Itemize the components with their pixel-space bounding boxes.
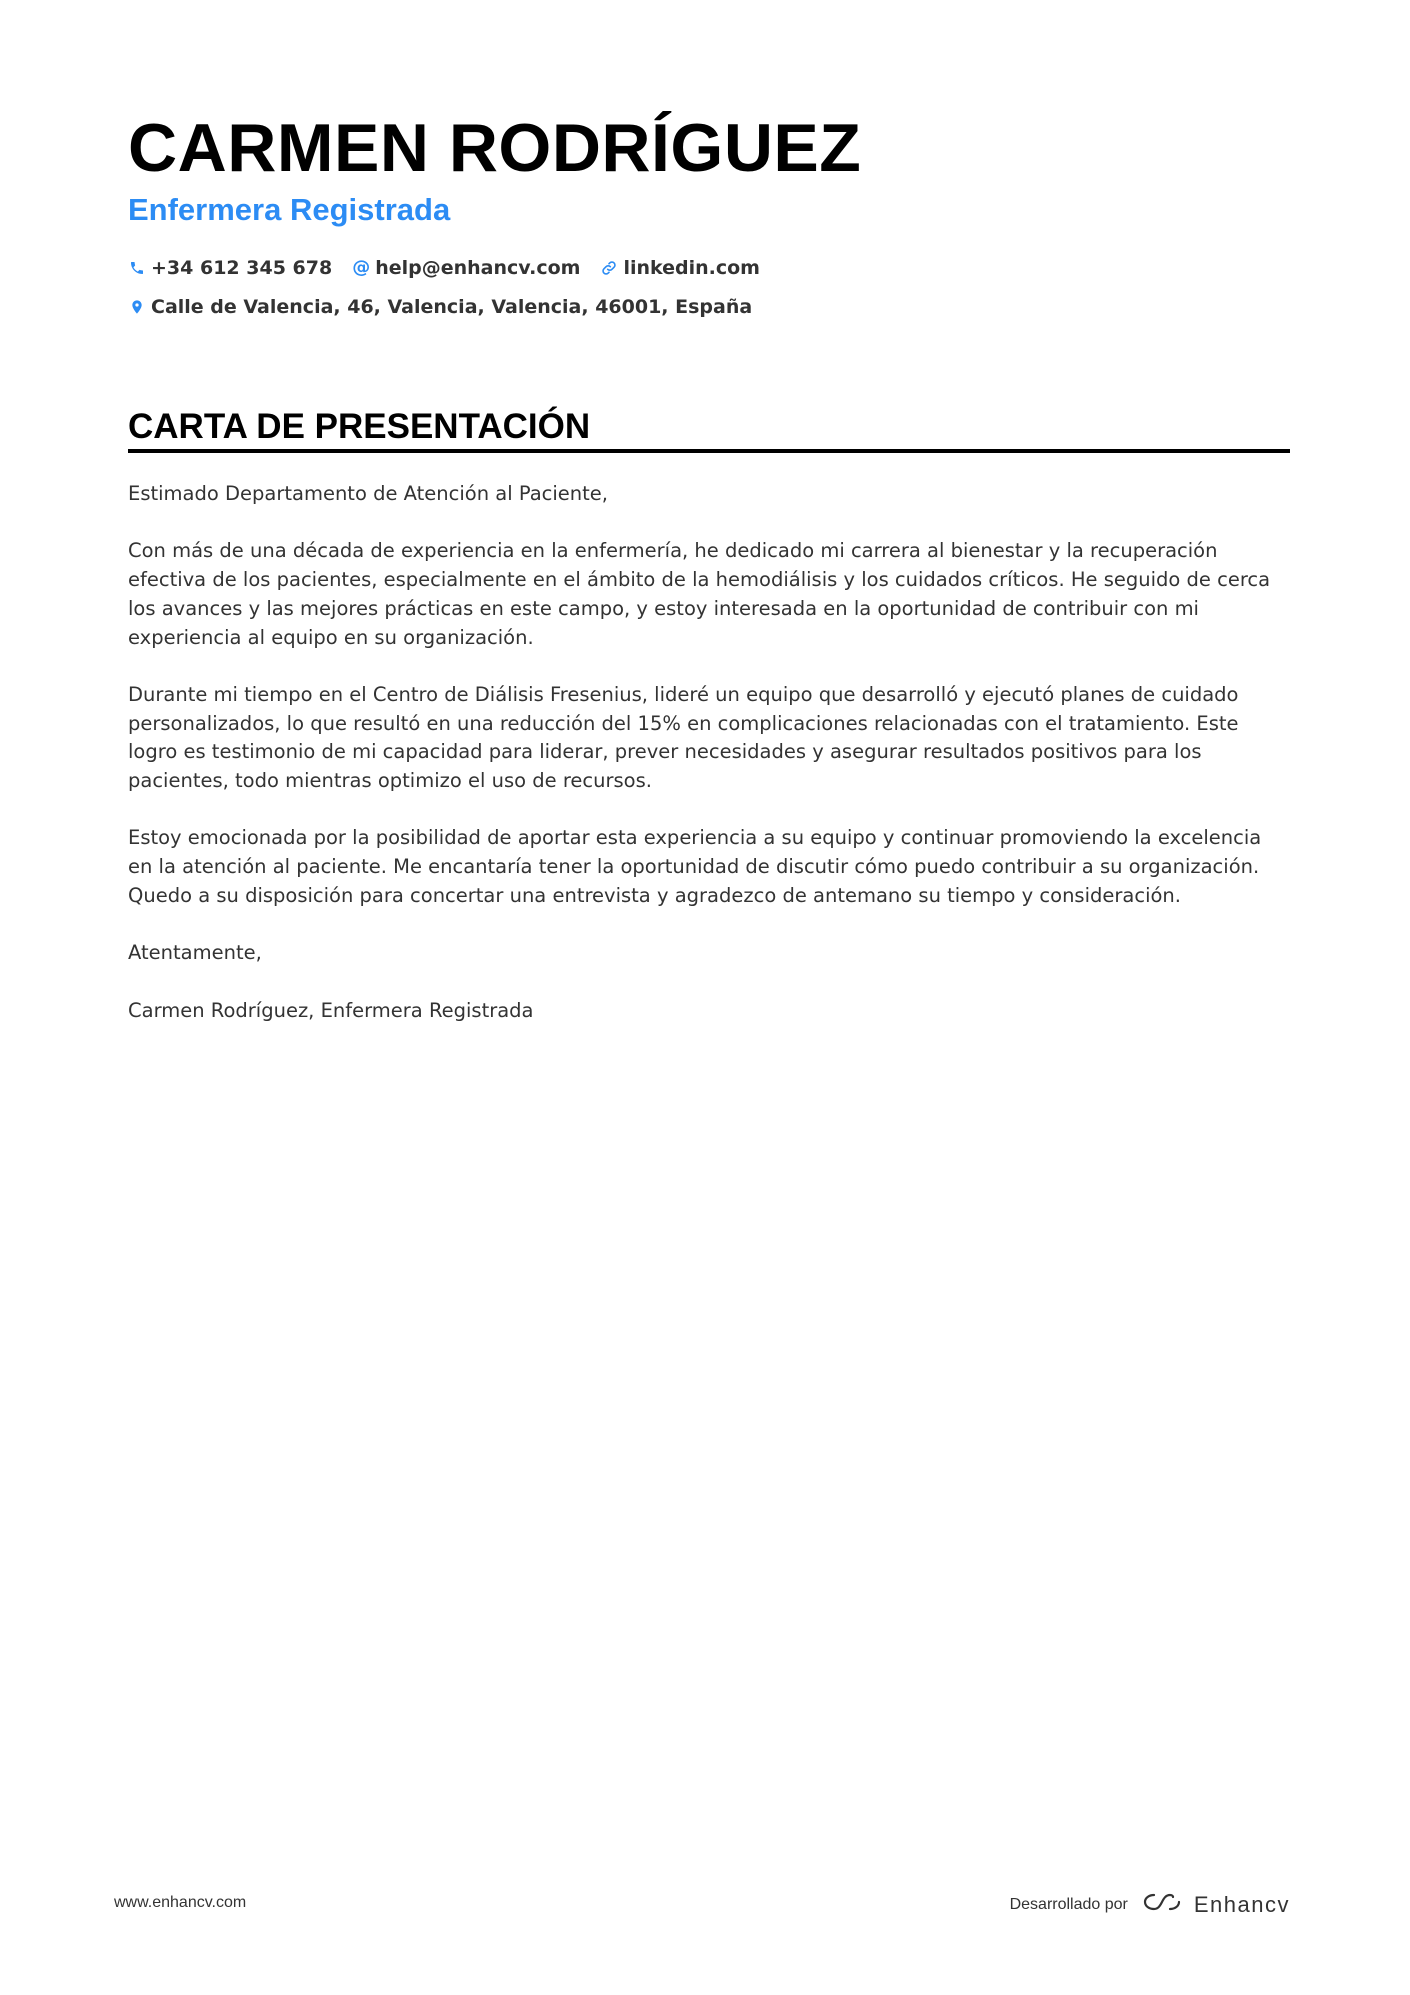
contact-email[interactable] — [352, 257, 580, 279]
footer-url[interactable]: www.enhancv.com — [114, 1894, 247, 1911]
candidate-name: CARMEN RODRÍGUEZ — [128, 110, 862, 186]
contact-linkedin[interactable] — [600, 257, 760, 279]
contact-row-primary — [128, 252, 780, 284]
brand-name: Enhancv — [1193, 1891, 1290, 1917]
letter-paragraph: Con más de una década de experiencia en la enfermería, he dedicado mi carrera al bienestar y la recuperación efectiva de los pacientes, especialmente en el ámbito de la hemodiálisis y los cuidados críticos. He seguido de cerca los avances y las mejores prácticas en este campo, y estoy interesada en la oportunidad de contribuir con mi experiencia al equipo en su organización. — [128, 539, 1271, 649]
footer-brand[interactable] — [1010, 1890, 1290, 1919]
enhancv-logo-icon — [1140, 1890, 1194, 1919]
link-icon — [600, 259, 618, 277]
contact-row-address — [128, 291, 772, 323]
candidate-job-title: Enfermera Registrada — [128, 192, 451, 227]
section-title: CARTA DE PRESENTACIÓN — [128, 407, 591, 446]
letter-greeting: Estimado Departamento de Atención al Paciente, — [128, 482, 609, 505]
contact-phone — [128, 257, 332, 279]
section-divider — [128, 449, 1290, 453]
phone-icon — [128, 259, 146, 277]
letter-paragraph: Durante mi tiempo en el Centro de Diálisis Fresenius, lideré un equipo que desarrolló y ejecutó planes de cuidado personalizados, lo que resultó en una reducción del 15% en complicaciones relacionadas con el tratamiento. Este logro es testimonio de mi capacidad para liderar, prever necesidades y asegurar resultados positivos para los pacientes, todo mientras optimizo el uso de recursos. — [128, 682, 1239, 792]
letter-paragraph: Estoy emocionada por la posibilidad de aportar esta experiencia a su equipo y continuar promoviendo la excelencia en la atención al paciente. Me encantaría tener la oportunidad de discutir cómo puedo contribuir a su organización. Quedo a su disposición para concertar una entrevista y agradezco de antemano su tiempo y consideración. — [128, 826, 1262, 907]
letter-body — [128, 480, 1290, 1054]
powered-by-label: Desarrollado por — [1009, 1895, 1128, 1913]
letter-closing: Atentamente, — [128, 941, 262, 965]
contact-email-text[interactable]: help@enhancv.com — [375, 257, 581, 279]
contact-linkedin-text[interactable]: linkedin.com — [623, 257, 760, 279]
letter-signature: Carmen Rodríguez, Enfermera Registrada — [128, 998, 534, 1022]
contact-phone-text: +34 612 345 678 — [151, 257, 333, 279]
contact-address-text: Calle de Valencia, 46, Valencia, Valencia, 46001, España — [151, 296, 753, 318]
at-icon: @ — [352, 257, 371, 278]
location-pin-icon — [128, 298, 146, 316]
contact-address — [128, 296, 752, 318]
